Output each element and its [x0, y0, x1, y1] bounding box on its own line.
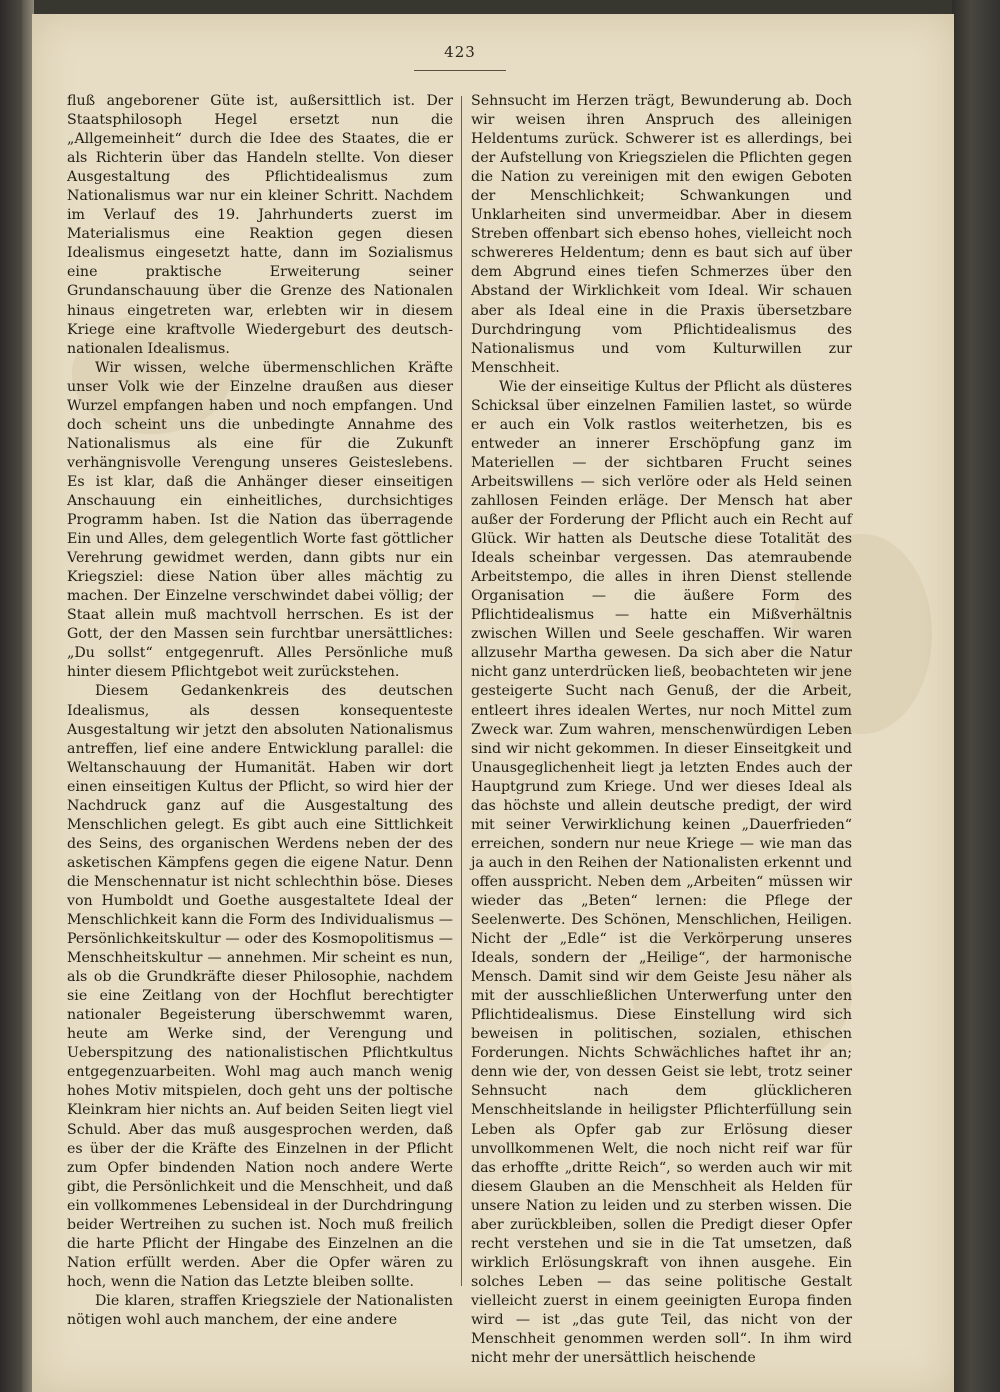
- paragraph: fluß angeborener Güte ist, außersittlich ist. Der Staatsphilosoph Hegel ersetzt nun die „Allgemeinheit“ durch die Idee des Staates, die er als Richterin über das Handeln stellte. Von dieser Ausgestaltung des Pflichtidealismus zum Nationalismus war nur ein kleiner Schritt. Nachdem im Verlauf des 19. Jahrhunderts zuerst im Materialismus eine Reaktion gegen diesen Idealismus eingesetzt hatte, dann im Sozialismus eine praktische Erweiterung seiner Grundanschauung über die Grenze des Nationalen hinaus eingetreten war, erlebten wir in diesem Kriege eine kraftvolle Wiedergeburt des deutsch-nationalen Idealismus.: [67, 93, 453, 357]
- paragraph: Wir wissen, welche übermenschlichen Kräfte unser Volk wie der Einzelne draußen aus dieser Wurzel empfangen haben und noch empfangen. Und doch scheint uns die unbedingte Annahme des Nationalismus als eine für die Zukunft verhängnisvolle Verengung unseres Geisteslebens. Es ist klar, daß die Anhänger dieser einseitigen Anschauung ein einheitliches, durchsichtiges Programm haben. Ist die Nation das überragende Ein und Alles, dem gelegentlich Worte fast göttlicher Verehrung gewidmet werden, dann gibts nur ein Kriegsziel: diese Nation über alles mächtig zu machen. Der Einzelne verschwindet dabei völlig; der Staat allein muß machtvoll herrschen. Es ist der Gott, der den Massen sein furchtbar unersättliches: „Du sollst“ entgegenruft. Alles Persönliche muß hinter diesem Pflichtgebot weit zurückstehen.: [67, 359, 453, 681]
- paragraph: Wie der einseitige Kultus der Pflicht als düsteres Schicksal über einzelnen Familien lastet, so würde er auch ein Volk rastlos weiterhetzen, bis es entweder an innerer Erschöpfung ganz im Materiellen — der sichtbaren Frucht seines Arbeitswillens — sich verlöre oder als Held seinen zahllosen Feinden erläge. Der Mensch hat aber außer der Forderung der Pflicht auch ein Recht auf Glück. Wir hatten als Deutsche diese Totalität des Ideals scheinbar vergessen. Das atemraubende Arbeitstempo, die alles in ihren Dienst stellende Organisation — die äußere Form des Pflichtidealismus — hatte ein Mißverhältnis zwischen Willen und Seele geschaffen. Wir waren allzusehr Martha gewesen. Da sich aber die Natur nicht ganz unterdrücken ließ, beobachteten wir jene gesteigerte Sucht nach Genuß, der die Arbeit, entleert ihres idealen Wertes, nur noch Mittel zum Zweck war. Zum wahren, menschenwürdigen Leben sind wir nicht gekommen. In dieser Einseitgkeit und Unausgeglichenheit liegt ja letzten Endes auch der Hauptgrund zum Kriege. Und wer dieses Ideal als das höchste und allein deutsche predigt, der wird mit seiner Verwirklichung keinen „Dauerfrieden“ erreichen, sondern nur neue Kriege — wie man das ja auch in den Reihen der Nationalisten erkennt und offen ausspricht. Neben dem „Arbeiten“ müssen wir wieder das „Beten“ lernen: die Pflege der Seelenwerte. Des Schönen, Menschlichen, Heiligen. Nicht der „Edle“ ist die Verkörperung unseres Ideals, sondern der „Heilige“, der harmonische Mensch. Damit sind wir dem Geiste Jesu näher als mit der ausschließlichen Unterwerfung unter den Pflichtidealismus. Diese Einstellung wird sich beweisen in politischen, sozialen, ethischen Forderungen. Nichts Schwächliches haftet ihr an; denn wie der, von dessen Geist sie lebt, trotz seiner Sehnsucht nach dem glücklicheren Menschheitslande in heiligster Pflichterfüllung sein Leben als Opfer gab zur Erlösung dieser unvollkommenen Welt, die noch nicht reif war für das erhoffte „dritte Reich“, so werden auch wir mit diesem Glauben an die Menschheit als Helden für unsere Nation zu leiden und zu sterben wissen. Die aber zurückbleiben, sollen die Predigt dieser Opfer recht verstehen und sie in die Tat umsetzen, daß wirklich Erlösungskraft von ihnen ausgehe. Ein solches Leben — das seine politische Gestalt vielleicht zuerst in einem geeinigten Europa finden wird — ist „das gute Teil, das nicht von der Menschheit genommen werden soll“. In ihm wird nicht mehr der unersättlich heischende: [471, 378, 852, 1367]
- scan-right-edge: [952, 0, 1000, 1392]
- right-text-column: [471, 92, 852, 1368]
- paragraph: Die klaren, straffen Kriegsziele der Nationalisten nötigen wohl auch manchem, der eine andere: [67, 1292, 453, 1328]
- page-number: 423: [444, 43, 476, 61]
- paragraph: Diesem Gedankenkreis des deutschen Idealismus, als dessen konsequenteste Ausgestaltung wir jetzt den absoluten Nationalismus antreffen, lief eine andere Entwicklung parallel: die Weltanschauung der Humanität. Haben wir dort einen einseitigen Kultus der Pflicht, so wird hier der Nachdruck ganz auf die Ausgestaltung des Menschlichen gelegt. Es gibt auch eine Sittlichkeit des Seins, des organischen Werdens neben der des asketischen Kämpfens gegen die eigene Natur. Denn die Menschennatur ist nicht schlechthin böse. Dieses von Humboldt und Goethe ausgestaltete Ideal der Menschlichkeit kann die Form des Individualismus — Persönlichkeitskultur — oder des Kosmopolitismus — Menschheitskultur — annehmen. Mir scheint es nun, als ob die Grundkräfte dieser Philosophie, nachdem sie eine Zeitlang von der Hochflut berechtigter nationaler Begeisterung überschwemmt waren, heute am Werke sind, der Verengung und Ueberspitzung des nationalistischen Pflichtkultus entgegenzuarbeiten. Wohl mag auch manch wenig hohes Motiv mitspielen, doch geht uns der poltische Kleinkram hier nichts an. Auf beiden Seiten liegt viel Schuld. Aber das muß ausgesprochen werden, daß es über der die Kräfte des Einzelnen in der Pflicht zum Opfer bindenden Nation noch andere Werte gibt, die Persönlichkeit und die Menschheit, und daß ein vollkommenes Lebensideal in der Durchdringung beider Wertreihen zu suchen ist. Noch muß freilich die harte Pflicht der Hingabe des Einzelnen an die Nation erfüllt werden. Aber die Opfer wären zu hoch, wenn die Nation das Letzte bleiben sollte.: [67, 683, 453, 1290]
- page-number-rule: [414, 70, 506, 71]
- left-text-column: [67, 92, 453, 1330]
- paragraph: Sehnsucht im Herzen trägt, Bewunderung ab. Doch wir weisen ihren Anspruch des alleinigen Heldentums zurück. Schwerer ist es allerdings, bei der Aufstellung von Kriegszielen die Pflichten gegen die Nation zu vereinigen mit den ewigen Geboten der Menschlichkeit; Schwankungen und Unklarheiten sind unvermeidbar. Aber in diesem Streben offenbart sich ebenso hohes, vielleicht noch schwereres Heldentum; denn es baut sich auf über dem Abgrund eines tiefen Schmerzes über den Abstand der Wirklichkeit vom Ideal. Wir schauen aber als Ideal eine in die Praxis übersetzbare Durchdringung vom Pflichtidealismus des Nationalismus und vom Kulturwillen zur Menschheit.: [471, 93, 852, 376]
- column-divider: [461, 96, 462, 1286]
